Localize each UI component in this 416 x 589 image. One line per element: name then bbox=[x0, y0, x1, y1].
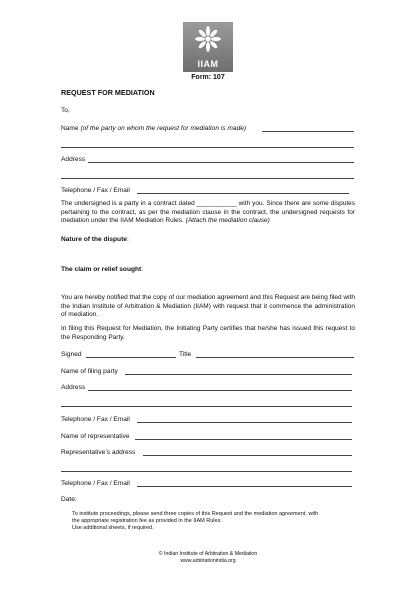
name-party-line[interactable] bbox=[262, 131, 354, 132]
logo-text: IIAM bbox=[197, 59, 219, 69]
instruction-line: To institute proceedings, please send three copies of this Request and the mediation agreement, with bbox=[72, 511, 319, 517]
instructions bbox=[72, 511, 318, 533]
address2-label: Address bbox=[61, 384, 86, 391]
telephone-label: Telephone / Fax / Email bbox=[61, 187, 130, 194]
name-party-line-2[interactable] bbox=[61, 147, 354, 148]
telephone3-label: Telephone / Fax / Email bbox=[61, 480, 130, 487]
name-party-label: Name bbox=[61, 125, 79, 132]
name-party-hint: (of the party on whom the request for mediation is made) bbox=[80, 125, 247, 132]
rep-address-line[interactable] bbox=[143, 455, 352, 456]
page-title: REQUEST FOR MEDIATION bbox=[61, 88, 155, 97]
address2-line[interactable] bbox=[88, 390, 352, 391]
contract-paragraph bbox=[61, 200, 355, 226]
rep-address-line-2[interactable] bbox=[61, 471, 352, 472]
telephone2-label: Telephone / Fax / Email bbox=[61, 416, 130, 423]
filing-party-label: Name of filing party bbox=[61, 368, 118, 375]
claim-label: The claim or relief sought: bbox=[61, 266, 144, 273]
to-label: To, bbox=[61, 107, 70, 114]
title-line[interactable] bbox=[196, 357, 354, 358]
address-label: Address bbox=[61, 156, 86, 163]
telephone2-line[interactable] bbox=[137, 422, 352, 423]
address-line[interactable] bbox=[88, 162, 354, 163]
rep-address-label: Representative’s address bbox=[61, 449, 136, 456]
claim-label-text: The claim or relief sought bbox=[61, 266, 142, 273]
filing-party-line[interactable] bbox=[125, 374, 352, 375]
signed-label: Signed bbox=[61, 351, 82, 358]
form-number: Form: 107 bbox=[191, 74, 225, 81]
nature-label-text: Nature of the dispute bbox=[61, 236, 127, 243]
iiam-logo bbox=[183, 22, 233, 72]
instruction-line: Use additional sheets, if required. bbox=[72, 525, 154, 532]
telephone3-line[interactable] bbox=[137, 486, 352, 487]
footer-website[interactable]: www.arbitrationindia.org bbox=[180, 558, 236, 564]
signed-line[interactable] bbox=[86, 357, 176, 358]
date-label: Date: bbox=[61, 496, 77, 503]
name-party-field bbox=[61, 124, 246, 133]
footer-copyright: © Indian Institute of Arbitration & Mediation bbox=[158, 551, 258, 557]
representative-line[interactable] bbox=[135, 439, 352, 440]
notification-paragraph: You are hereby notified that the copy of our mediation agreement and this Request are being filed with the Indian Institute of Arbitration & Mediation (IIAM) with request that it commence the administration of mediation. bbox=[61, 294, 355, 319]
representative-label: Name of representative bbox=[61, 433, 130, 440]
address2-line-2[interactable] bbox=[61, 406, 352, 407]
instruction-line: the appropriate registration fee as provided in the IIAM Rules. bbox=[72, 518, 222, 525]
contract-paragraph-text: The undersigned is a party in a contract dated ___________ with you. Since there are some disputes pertaining to the contract, as per the mediation clause in the contract, the undersigned requests for mediation under the IIAM Mediation Rules. bbox=[61, 200, 355, 225]
nature-label: Nature of the dispute: bbox=[61, 236, 129, 243]
address-line-2[interactable] bbox=[61, 178, 354, 179]
title-label: Title bbox=[179, 351, 192, 358]
telephone-line[interactable] bbox=[137, 193, 349, 194]
certification-paragraph: In filing this Request for Mediation, the Initiating Party certifies that he/she has issued this request to the Responding Party. bbox=[61, 325, 355, 341]
contract-paragraph-note: (Attach the mediation clause) bbox=[185, 217, 270, 225]
